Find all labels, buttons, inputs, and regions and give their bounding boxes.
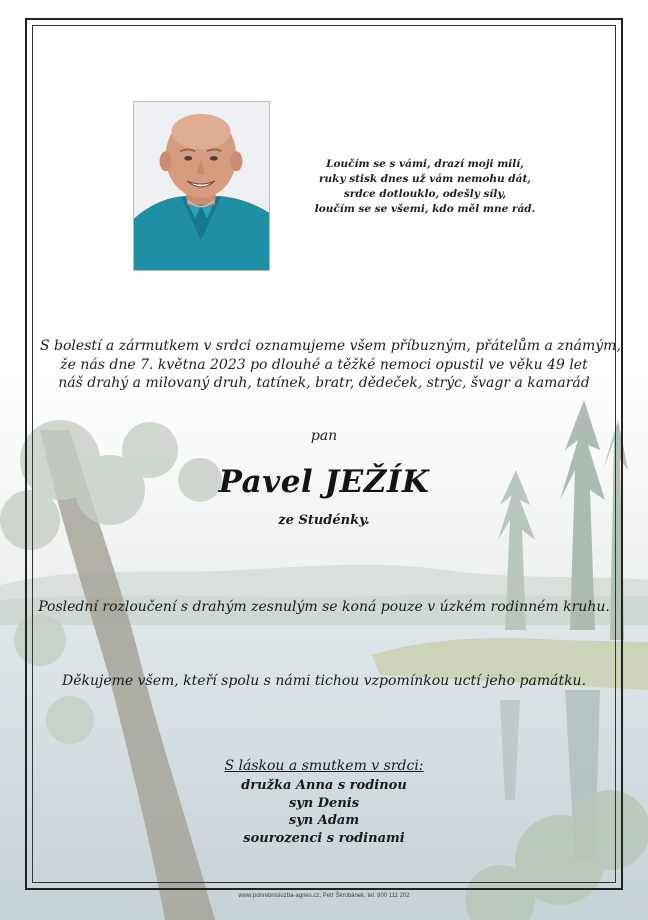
mourner-entry: družka Anna s rodinou xyxy=(241,778,407,793)
deceased-origin: ze Studénky. xyxy=(278,513,370,528)
inner-frame-border xyxy=(32,25,621,883)
portrait-illustration xyxy=(134,102,269,270)
honorific-title: pan xyxy=(310,428,338,444)
announcement-line: že nás dne 7. května 2023 po dlouhé a těžké nemoci opustil ve věku 49 let xyxy=(60,356,588,373)
death-announcement xyxy=(40,337,621,393)
funeral-service-footer: www.pohrebnisluzba-agnes.cz, Petr Škrobánek, tel. 800 111 202 xyxy=(238,893,410,899)
deceased-name: Pavel JEŽÍK xyxy=(218,464,430,500)
poem-line: loučím se se všemi, kdo měl mne rád. xyxy=(314,203,536,215)
mourners-heading xyxy=(0,758,648,774)
mourners-heading-text: S láskou a smutkem v srdci: xyxy=(224,758,424,774)
poem-line: Loučím se s vámi, drazí moji milí, xyxy=(326,158,524,170)
poem-line: srdce dotlouklo, odešly síly, xyxy=(343,188,507,200)
poem-line: ruky stisk dnes už vám nemohu dát, xyxy=(319,173,531,185)
thanks-notice: Děkujeme všem, kteří spolu s námi tichou vzpomínkou uctí jeho památku. xyxy=(61,673,587,689)
farewell-notice: Poslední rozloučení s drahým zesnulým se koná pouze v úzkém rodinném kruhu. xyxy=(38,599,610,615)
announcement-line: S bolestí a zármutkem v srdci oznamujeme všem příbuzným, přátelům a známým, xyxy=(40,338,621,354)
announcement-line: náš drahý a milovaný druh, tatínek, bratr, dědeček, strýc, švagr a kamarád xyxy=(58,375,590,391)
mourner-entry: syn Denis xyxy=(288,795,360,811)
memorial-poem xyxy=(300,157,550,217)
portrait-photo xyxy=(133,101,270,271)
mourner-entry: sourozenci s rodinami xyxy=(243,830,405,846)
mourners-list xyxy=(0,777,648,847)
mourner-entry: syn Adam xyxy=(288,813,360,828)
